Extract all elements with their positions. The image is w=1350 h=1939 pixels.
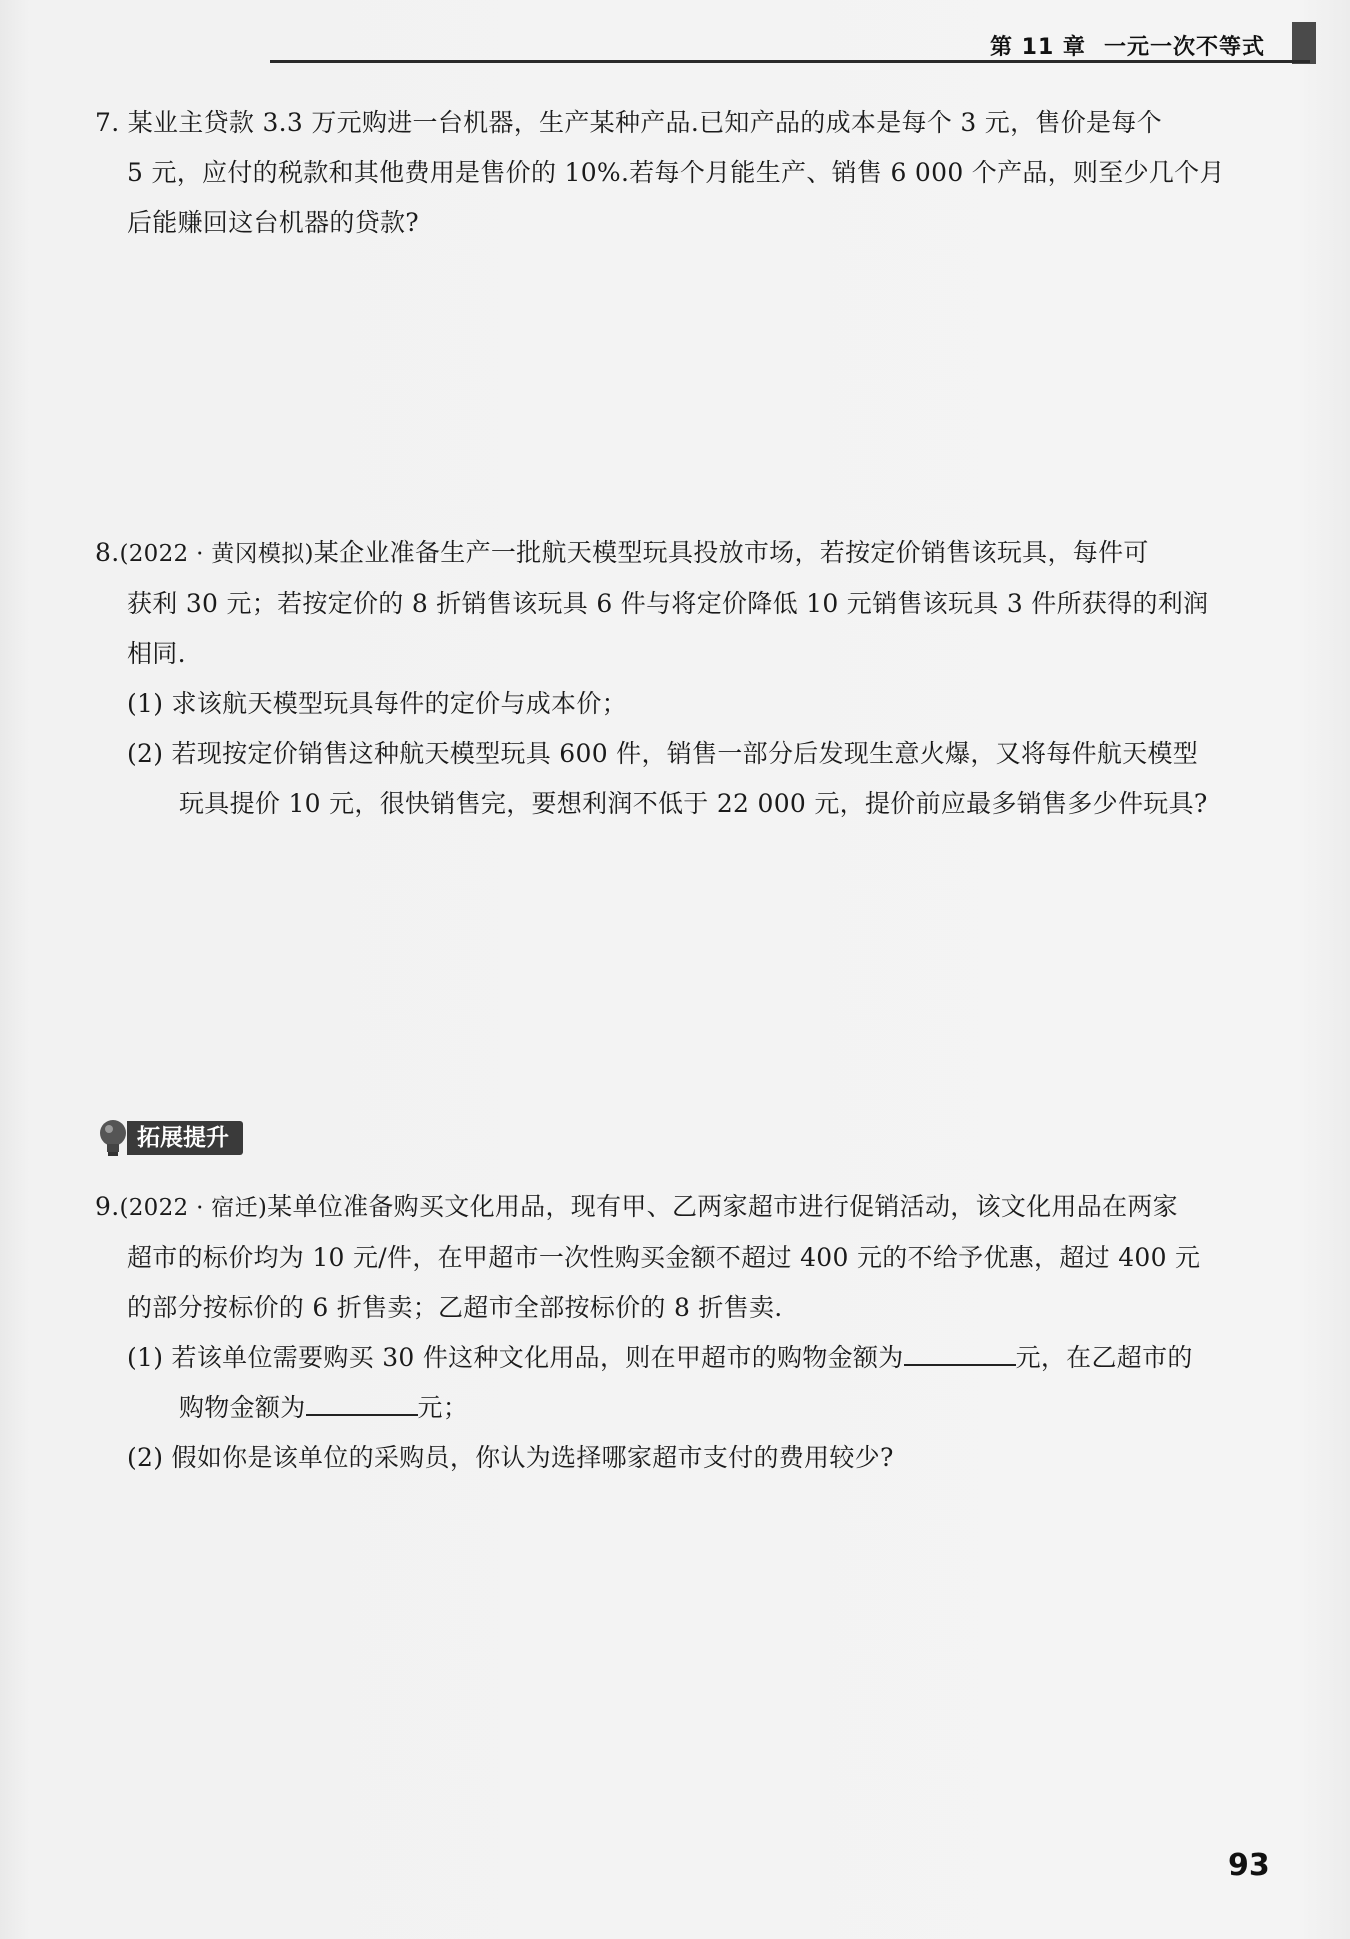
problem-7-number: 7. (95, 108, 120, 137)
problem-9-sub-1-line-2 (95, 1383, 1275, 1433)
problem-9-number: 9. (95, 1192, 120, 1221)
problem-9-sub-1-text-d: 元； (417, 1393, 469, 1422)
problem-8-sub-2-line-2: 玩具提价 10 元，很快销售完，要想利润不低于 22 000 元，提价前应最多销售多少件玩具? (179, 789, 1208, 818)
chapter-title: 一元一次不等式 (1103, 35, 1265, 60)
problem-9-line-1 (95, 1182, 1275, 1233)
problem-8-sub-2-line-1: (2) 若现按定价销售这种航天模型玩具 600 件，销售一部分后发现生意火爆，又将每件航天模型 (127, 739, 1199, 768)
problem-8-line-1 (95, 528, 1275, 579)
problem-7 (95, 98, 1275, 248)
problem-8-text-3: 相同. (127, 639, 186, 668)
problem-8 (95, 528, 1275, 829)
section-badge (95, 1118, 243, 1158)
page-number: 93 (1228, 1848, 1270, 1883)
problem-9-text-3: 的部分按标价的 6 折售卖；乙超市全部按标价的 8 折售卖. (127, 1293, 783, 1322)
problem-7-text-1: 某业主贷款 3.3 万元购进一台机器，生产某种产品.已知产品的成本是每个 3 元，售价是每个 (127, 108, 1162, 137)
problem-9 (95, 1182, 1275, 1483)
problem-7-text-3: 后能赚回这台机器的贷款? (127, 208, 420, 237)
lightbulb-icon (95, 1118, 131, 1158)
problem-9-sub-2: (2) 假如你是该单位的采购员，你认为选择哪家超市支付的费用较少? (127, 1443, 894, 1472)
problem-7-text-2: 5 元，应付的税款和其他费用是售价的 10%.若每个月能生产、销售 6 000 个产品，则至少几个月 (127, 158, 1225, 187)
problem-9-sub-1-text-b: 元，在乙超市的 (1015, 1343, 1193, 1372)
header-tab-marker (1292, 22, 1316, 64)
problem-9-sub-1-text-c: 购物金额为 (179, 1393, 306, 1422)
problem-9-text-1: 某单位准备购买文化用品，现有甲、乙两家超市进行促销活动，该文化用品在两家 (267, 1192, 1178, 1221)
problem-8-number: 8. (95, 538, 120, 567)
problem-9-sub-1-line-1 (95, 1333, 1275, 1383)
problem-8-source: (2022 · 黄冈模拟) (119, 541, 314, 567)
chapter-header (990, 30, 1265, 61)
header-rule (270, 60, 1310, 63)
problem-8-text-1: 某企业准备生产一批航天模型玩具投放市场，若按定价销售该玩具，每件可 (313, 538, 1149, 567)
problem-9-source: (2022 · 宿迁) (119, 1195, 268, 1221)
problem-9-text-2: 超市的标价均为 10 元/件，在甲超市一次性购买金额不超过 400 元的不给予优惠，超过 400 元 (127, 1243, 1201, 1272)
section-label: 拓展提升 (127, 1121, 243, 1155)
answer-blank-yi[interactable] (306, 1386, 418, 1416)
answer-blank-jia[interactable] (904, 1336, 1016, 1366)
problem-8-sub-1: (1) 求该航天模型玩具每件的定价与成本价； (127, 689, 627, 718)
problem-7-line-1 (95, 98, 1275, 148)
problem-8-text-2: 获利 30 元；若按定价的 8 折销售该玩具 6 件与将定价降低 10 元销售该玩具 3 件所获得的利润 (127, 589, 1209, 618)
problem-9-sub-1-text-a: (1) 若该单位需要购买 30 件这种文化用品，则在甲超市的购物金额为 (127, 1343, 904, 1372)
chapter-number: 第 11 章 (990, 35, 1086, 60)
